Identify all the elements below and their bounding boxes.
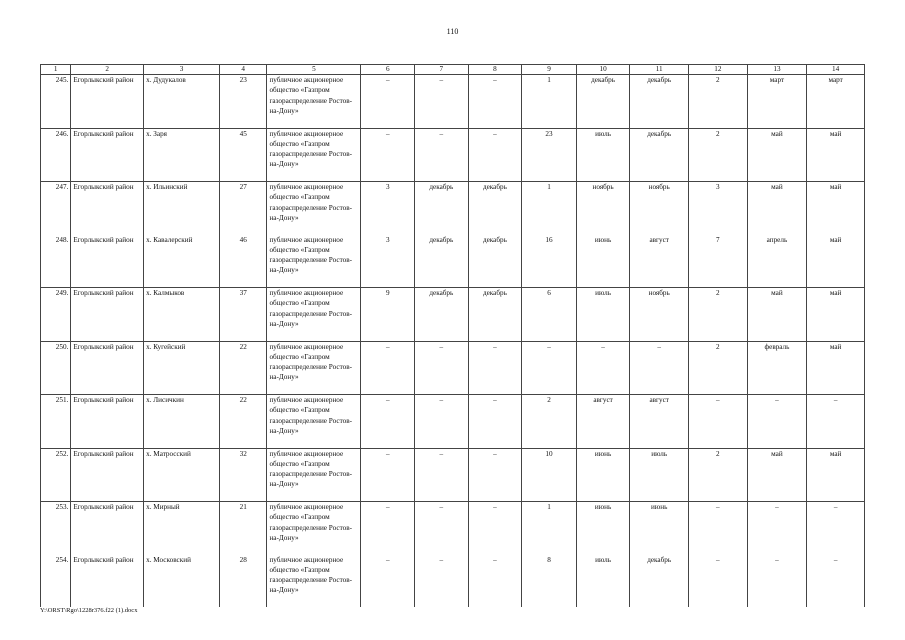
month-cell: декабрь [468, 288, 522, 342]
district-cell: Егорлыкский район [71, 341, 144, 395]
value-cell: 21 [219, 502, 267, 555]
month-cell: – [576, 341, 630, 395]
row-number: 245. [41, 75, 71, 129]
column-header: 2 [71, 65, 144, 75]
organization-cell: публичное акционерное общество «Газпром газораспределение Ростов-на-Дону» [267, 555, 361, 608]
locality-cell: х. Лисичкин [144, 395, 220, 449]
month-cell: июнь [576, 448, 630, 502]
month-cell: – [415, 502, 469, 555]
column-header: 13 [747, 65, 807, 75]
locality-cell: х. Дудукалов [144, 75, 220, 129]
month-cell: – [415, 555, 469, 608]
month-cell: декабрь [630, 75, 689, 129]
month-cell: май [807, 448, 865, 502]
value-cell: 2 [689, 75, 748, 129]
header-row [41, 65, 865, 75]
month-cell: ноябрь [630, 288, 689, 342]
value-cell: 23 [219, 75, 267, 129]
month-cell: – [807, 395, 865, 449]
month-cell: – [415, 341, 469, 395]
value-cell: 27 [219, 182, 267, 235]
month-cell: декабрь [630, 128, 689, 182]
organization-cell: публичное акционерное общество «Газпром газораспределение Ростов-на-Дону» [267, 395, 361, 449]
month-cell: июль [576, 128, 630, 182]
value-cell: 28 [219, 555, 267, 608]
organization-cell: публичное акционерное общество «Газпром газораспределение Ростов-на-Дону» [267, 128, 361, 182]
locality-cell: х. Кугейский [144, 341, 220, 395]
table-row [41, 341, 865, 395]
value-cell: – [522, 341, 577, 395]
table-row [41, 75, 865, 129]
month-cell: июнь [576, 235, 630, 288]
column-header: 5 [267, 65, 361, 75]
month-cell: – [747, 555, 807, 608]
month-cell: май [807, 341, 865, 395]
month-cell: март [807, 75, 865, 129]
table-row [41, 288, 865, 342]
locality-cell: х. Ильинский [144, 182, 220, 235]
value-cell: 16 [522, 235, 577, 288]
column-header: 7 [415, 65, 469, 75]
value-cell: 1 [522, 75, 577, 129]
organization-cell: публичное акционерное общество «Газпром газораспределение Ростов-на-Дону» [267, 75, 361, 129]
value-cell: 2 [689, 288, 748, 342]
month-cell: – [468, 448, 522, 502]
month-cell: декабрь [415, 182, 469, 235]
column-header: 14 [807, 65, 865, 75]
row-number: 250. [41, 341, 71, 395]
month-cell: – [630, 341, 689, 395]
month-cell: – [468, 502, 522, 555]
row-number: 246. [41, 128, 71, 182]
value-cell: 6 [522, 288, 577, 342]
month-cell: – [747, 395, 807, 449]
month-cell: май [807, 182, 865, 235]
district-cell: Егорлыкский район [71, 502, 144, 555]
month-cell: – [468, 395, 522, 449]
value-cell: 10 [522, 448, 577, 502]
row-number: 247. [41, 182, 71, 235]
month-cell: – [468, 128, 522, 182]
locality-cell: х. Московский [144, 555, 220, 608]
value-cell: 1 [522, 502, 577, 555]
organization-cell: публичное акционерное общество «Газпром газораспределение Ростов-на-Дону» [267, 182, 361, 235]
value-cell: 3 [689, 182, 748, 235]
organization-cell: публичное акционерное общество «Газпром газораспределение Ростов-на-Дону» [267, 448, 361, 502]
file-path-footer: Y:\ORST\Rgo\1228r376.f22 (1).docx [40, 607, 138, 614]
month-cell: декабрь [415, 288, 469, 342]
locality-cell: х. Калмыков [144, 288, 220, 342]
value-cell: 9 [361, 288, 415, 342]
organization-cell: публичное акционерное общество «Газпром газораспределение Ростов-на-Дону» [267, 502, 361, 555]
row-number: 252. [41, 448, 71, 502]
month-cell: май [747, 182, 807, 235]
month-cell: – [415, 448, 469, 502]
column-header: 4 [219, 65, 267, 75]
table-row [41, 502, 865, 555]
month-cell: август [630, 235, 689, 288]
locality-cell: х. Заря [144, 128, 220, 182]
value-cell: – [361, 555, 415, 608]
month-cell: декабрь [576, 75, 630, 129]
month-cell: июль [576, 555, 630, 608]
table-row [41, 448, 865, 502]
page-number: 110 [446, 27, 459, 36]
month-cell: июль [576, 288, 630, 342]
month-cell: май [807, 128, 865, 182]
column-header: 10 [576, 65, 630, 75]
month-cell: декабрь [468, 182, 522, 235]
row-number: 251. [41, 395, 71, 449]
organization-cell: публичное акционерное общество «Газпром газораспределение Ростов-на-Дону» [267, 288, 361, 342]
district-cell: Егорлыкский район [71, 555, 144, 608]
value-cell: 22 [219, 395, 267, 449]
month-cell: ноябрь [576, 182, 630, 235]
district-cell: Егорлыкский район [71, 128, 144, 182]
column-header: 1 [41, 65, 71, 75]
column-header: 3 [144, 65, 220, 75]
month-cell: – [747, 502, 807, 555]
locality-cell: х. Матросский [144, 448, 220, 502]
value-cell: – [689, 502, 748, 555]
value-cell: 3 [361, 235, 415, 288]
month-cell: декабрь [468, 235, 522, 288]
month-cell: май [747, 288, 807, 342]
value-cell: 46 [219, 235, 267, 288]
column-header: 9 [522, 65, 577, 75]
value-cell: 2 [689, 341, 748, 395]
district-cell: Егорлыкский район [71, 75, 144, 129]
value-cell: 37 [219, 288, 267, 342]
month-cell: – [807, 502, 865, 555]
value-cell: – [361, 341, 415, 395]
organization-cell: публичное акционерное общество «Газпром газораспределение Ростов-на-Дону» [267, 341, 361, 395]
value-cell: 2 [689, 448, 748, 502]
organization-cell: публичное акционерное общество «Газпром газораспределение Ростов-на-Дону» [267, 235, 361, 288]
month-cell: декабрь [630, 555, 689, 608]
value-cell: 23 [522, 128, 577, 182]
month-cell: май [747, 128, 807, 182]
value-cell: 7 [689, 235, 748, 288]
value-cell: 8 [522, 555, 577, 608]
value-cell: – [361, 75, 415, 129]
value-cell: – [689, 395, 748, 449]
value-cell: – [361, 448, 415, 502]
month-cell: – [468, 341, 522, 395]
month-cell: – [415, 128, 469, 182]
gasification-schedule-table [40, 64, 865, 607]
district-cell: Егорлыкский район [71, 288, 144, 342]
month-cell: март [747, 75, 807, 129]
month-cell: август [630, 395, 689, 449]
value-cell: 22 [219, 341, 267, 395]
table-row [41, 182, 865, 235]
value-cell: 2 [522, 395, 577, 449]
locality-cell: х. Мирный [144, 502, 220, 555]
month-cell: – [807, 555, 865, 608]
value-cell: 1 [522, 182, 577, 235]
value-cell: 32 [219, 448, 267, 502]
month-cell: май [747, 448, 807, 502]
month-cell: – [415, 75, 469, 129]
month-cell: февраль [747, 341, 807, 395]
month-cell: июнь [630, 502, 689, 555]
row-number: 248. [41, 235, 71, 288]
month-cell: июль [630, 448, 689, 502]
month-cell: – [415, 395, 469, 449]
value-cell: – [361, 395, 415, 449]
table-row [41, 395, 865, 449]
district-cell: Егорлыкский район [71, 448, 144, 502]
district-cell: Егорлыкский район [71, 182, 144, 235]
row-number: 254. [41, 555, 71, 608]
row-number: 253. [41, 502, 71, 555]
month-cell: ноябрь [630, 182, 689, 235]
value-cell: – [361, 128, 415, 182]
column-header: 12 [689, 65, 748, 75]
district-cell: Егорлыкский район [71, 235, 144, 288]
row-number: 249. [41, 288, 71, 342]
month-cell: июнь [576, 502, 630, 555]
month-cell: декабрь [415, 235, 469, 288]
column-header: 8 [468, 65, 522, 75]
month-cell: – [468, 555, 522, 608]
district-cell: Егорлыкский район [71, 395, 144, 449]
value-cell: 45 [219, 128, 267, 182]
month-cell: май [807, 288, 865, 342]
value-cell: – [361, 502, 415, 555]
month-cell: август [576, 395, 630, 449]
locality-cell: х. Кавалерский [144, 235, 220, 288]
value-cell: 3 [361, 182, 415, 235]
month-cell: май [807, 235, 865, 288]
value-cell: – [689, 555, 748, 608]
column-header: 6 [361, 65, 415, 75]
month-cell: – [468, 75, 522, 129]
value-cell: 2 [689, 128, 748, 182]
month-cell: апрель [747, 235, 807, 288]
table-row [41, 555, 865, 608]
table-row [41, 128, 865, 182]
table-row [41, 235, 865, 288]
column-header: 11 [630, 65, 689, 75]
